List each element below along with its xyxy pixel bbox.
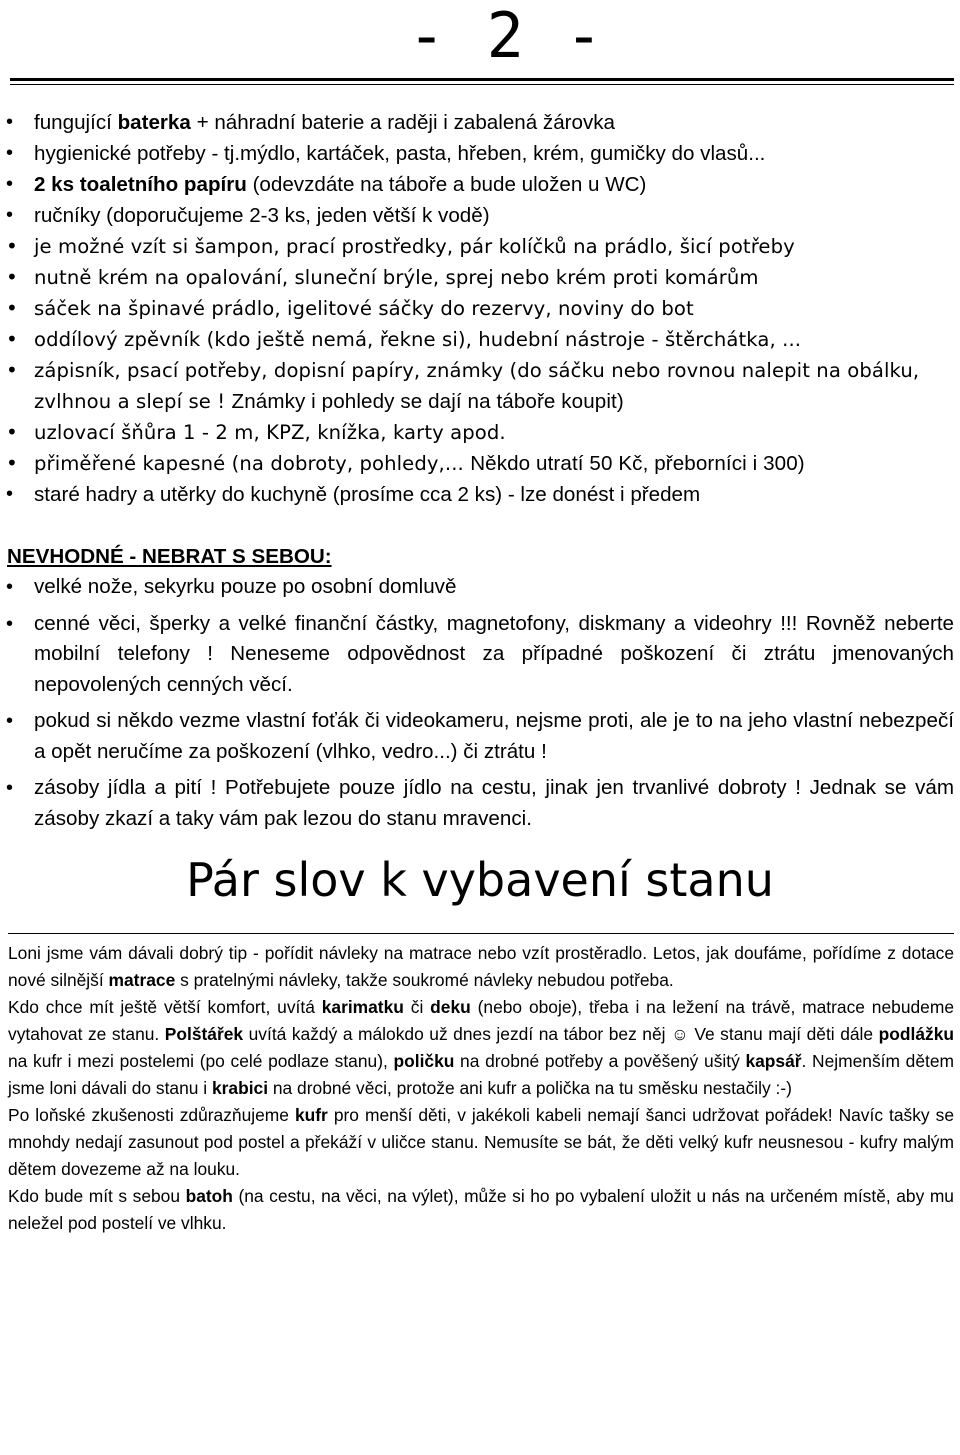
list-item [0,417,960,448]
text-run: Po loňské zkušenosti zdůrazňujeme [8,1105,295,1125]
list-item [0,479,960,510]
bullet-icon: • [6,142,14,164]
text-run: (na cestu, na věci, na výlet), může si ho po vybalení uložit u nás na určeném místě, aby mu neležel pod postelí ve vlhku. [8,1186,954,1233]
bold-text: batoh [185,1186,233,1206]
bold-text: kapsář [745,1051,802,1071]
text-run: (odevzdáte na táboře a bude uložen u WC) [246,173,647,196]
bullet-icon: • [6,204,14,226]
text-run: na drobné věci, protože ani kufr a polička na tu směsku nestačily :-) [268,1078,792,1098]
bold-text: 2 ks toaletního papíru [34,173,247,196]
text-run: Loni jsme vám dávali dobrý tip - pořídit návleky na matrace nebo vzít prostěradlo. Letos, jak doufáme, pořídíme z dotace nové silnější [8,943,954,990]
bullet-icon: • [6,451,18,475]
bullet-icon: • [6,612,14,635]
text-run: fungující [34,111,118,134]
bullet-icon: • [6,358,18,382]
unsuitable-list [0,572,960,834]
bold-text: poličku [393,1051,455,1071]
list-item [0,138,960,169]
list-item [0,572,960,603]
bullet-icon: • [6,265,18,289]
bold-text: deku [430,997,471,1017]
text-run: pro menší děti, v jakékoli kabeli nemají šanci udržovat pořádek! Navíc tašky se mnohdy nedají zasunout pod postel a překáží v uličce stanu. Nemusíte se bát, že děti velký kufr neusnesou - kufry malým dětem dovezeme až na louku. [8,1105,954,1179]
list-item [0,293,960,324]
text-run: Někdo utratí 50 Kč, přeborníci i 300) [470,452,805,475]
bullet-icon: • [6,576,14,598]
text-run: oddílový zpěvník (kdo ještě nemá, řekne si), hudební nástroje - štěrchátka, ... [34,328,802,351]
bold-text: baterka [117,111,191,134]
list-item-text: zásoby jídla a pití ! Potřebujete pouze jídlo na cestu, jinak jen trvanlivé dobroty ! Jednak se vám zásoby zkazí a taky vám pak lezou do stanu mravenci. [34,776,954,830]
paragraph [8,1183,954,1237]
tent-equipment-text [8,940,954,1237]
bullet-icon: • [6,710,14,732]
bold-text: Polštářek [164,1024,244,1044]
list-item [0,324,960,355]
list-item-text: velké nože, sekyrku pouze po osobní domluvě [34,575,457,598]
text-run: uvítá každý a málokdo už dnes jezdí na tábor bez něj ☺ Ve stanu mají děti dále [243,1024,879,1044]
tent-equipment-heading: Pár slov k vybavení stanu [186,853,774,907]
list-item-text: pokud si někdo vezme vlastní foťák či videokameru, nejsme proti, ale je to na jeho vlastní nebezpečí a opět neručíme za poškození (vlhko, vedro...) či ztrátu ! [34,709,954,763]
bullet-icon: • [6,327,18,351]
text-run: uzlovací šňůra 1 - 2 m, KPZ, knížka, karty apod. [34,421,506,444]
list-item [0,107,960,138]
text-run: Kdo bude mít s sebou [8,1186,186,1206]
text-run: na drobné potřeby a pověšený ušitý [454,1051,746,1071]
bullet-icon: • [6,483,14,505]
paragraph [8,940,954,994]
text-run: + náhradní baterie a raději i zabalená žárovka [190,111,616,134]
bullet-icon: • [6,173,14,195]
bullet-icon: • [6,234,18,258]
bold-text: karimatku [321,997,404,1017]
list-item [0,262,960,293]
text-run: staré hadry a utěrky do kuchyně (prosíme cca 2 ks) - lze donést i předem [34,483,701,506]
list-item [0,609,960,701]
list-item [0,169,960,200]
text-run: či [403,997,431,1017]
text-run: s pratelnými návleky, takže soukromé návleky nebudou potřeba. [175,970,674,990]
bullet-icon: • [6,296,18,320]
header-rule-thick [10,78,954,81]
text-run: zápisník, psací potřeby, dopisní papíry, známky (do sáčku nebo rovnou nalepit na obálku, zvlhnou a slepí se ! [34,359,920,413]
bullet-icon: • [6,420,18,444]
bold-text: krabici [211,1078,269,1098]
list-item [0,448,960,479]
page-number: - 2 - [408,0,605,72]
text-run: Známky i pohledy se dají na táboře koupit) [231,390,624,413]
text-run: . Nejmenším dětem jsme loni dávali do stanu i [8,1051,954,1098]
list-item [0,231,960,262]
bold-text: matrace [108,970,176,990]
bold-text: kufr [294,1105,328,1125]
text-run: hygienické potřeby - tj.mýdlo, kartáček, pasta, hřeben, krém, gumičky do vlasů... [34,142,766,165]
text-run: (nebo oboje), třeba i na ležení na trávě, matrace nebudeme vytahovat ze stanu. [8,997,954,1044]
text-run: nutně krém na opalování, sluneční brýle, sprej nebo krém proti komárům [34,266,759,289]
text-run: sáček na špinavé prádlo, igelitové sáčky do rezervy, noviny do bot [34,297,694,320]
text-run: na kufr i mezi postelemi (po celé podlaze stanu), [8,1051,394,1071]
list-item [0,355,960,417]
text-run: přiměřené kapesné (na dobroty, pohledy,... [34,452,471,475]
packing-list [0,107,960,510]
text-run: ručníky (doporučujeme 2-3 ks, jeden větší k vodě) [34,204,490,227]
bullet-icon: • [6,111,14,133]
list-item-text: cenné věci, šperky a velké finanční částky, magnetofony, diskmany a videohry !!! Rovněž neberte mobilní telefony ! Neneseme odpovědnost za případné poškození či ztrátu jmenovaných nepovolených cenných věcí. [34,611,954,696]
paragraph [8,994,954,1102]
header-rule-thin [10,84,954,85]
list-item [0,200,960,231]
paragraph [8,1102,954,1183]
section-title-unsuitable: NEVHODNÉ - NEBRAT S SEBOU: [7,545,332,568]
text-run: Kdo chce mít ještě větší komfort, uvítá [8,997,322,1017]
list-item [0,706,960,767]
bullet-icon: • [6,777,14,799]
heading-rule [8,933,954,934]
text-run: je možné vzít si šampon, prací prostředky, pár kolíčků na prádlo, šicí potřeby [34,235,795,258]
list-item [0,773,960,834]
bold-text: podlážku [878,1024,954,1044]
